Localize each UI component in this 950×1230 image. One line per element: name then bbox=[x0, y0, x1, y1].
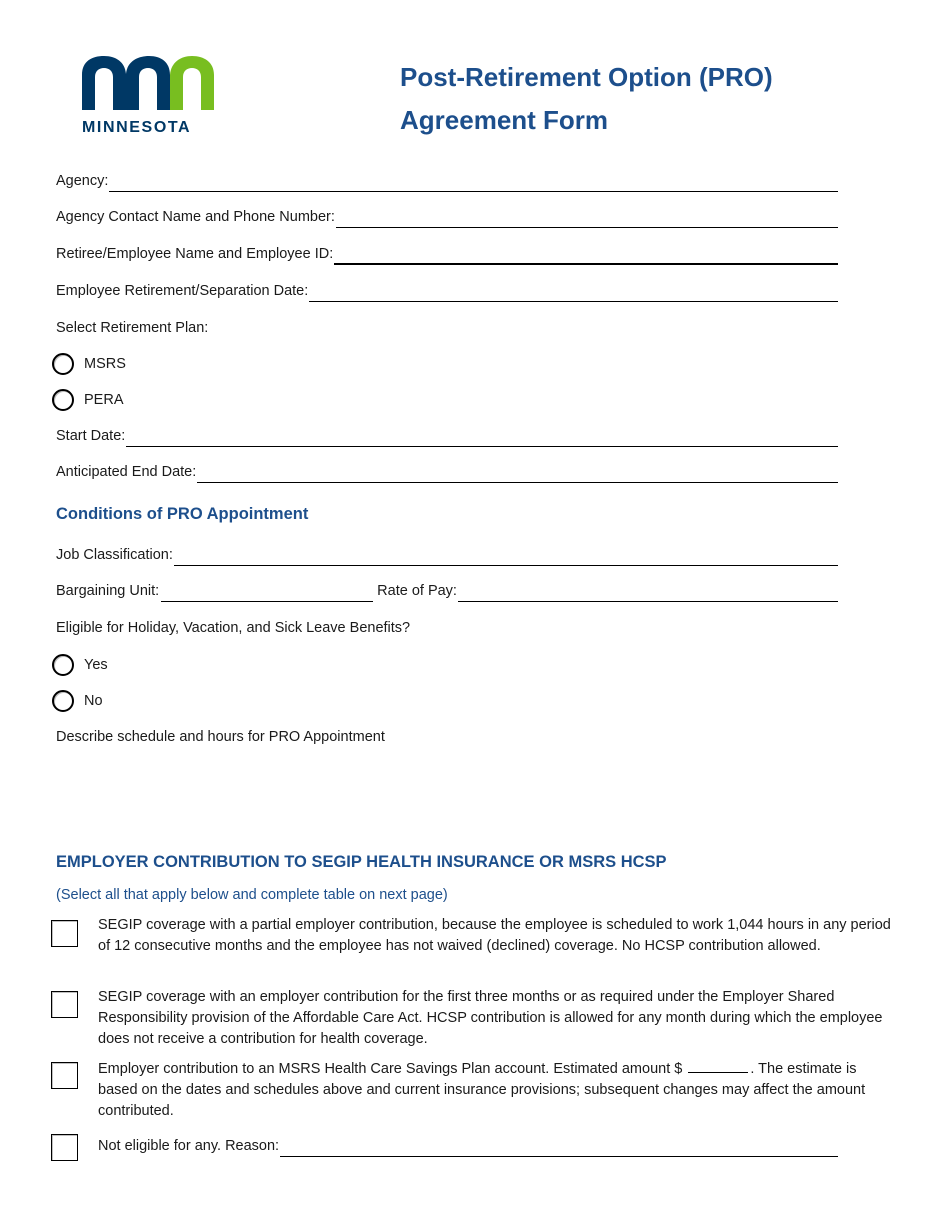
job-classification-field bbox=[56, 546, 838, 566]
logo-wordmark: MINNESOTA bbox=[82, 119, 192, 136]
eligible-no-label: No bbox=[84, 693, 103, 709]
not-eligible-reason-input-line[interactable] bbox=[280, 1140, 838, 1157]
pera-radio-label: PERA bbox=[84, 392, 124, 408]
start-date-input-line[interactable] bbox=[126, 430, 838, 447]
agency-input-line[interactable] bbox=[109, 175, 838, 192]
retirement-date-label: Employee Retirement/Separation Date: bbox=[56, 283, 309, 299]
bargaining-rate-field bbox=[56, 582, 838, 602]
schedule-prompt: Describe schedule and hours for PRO Appointment bbox=[56, 729, 385, 745]
title-line-1: Post-Retirement Option (PRO) bbox=[400, 62, 773, 92]
bargaining-unit-label: Bargaining Unit: bbox=[56, 583, 160, 599]
bargaining-unit-input-line[interactable] bbox=[161, 585, 373, 602]
retiree-name-input-line[interactable] bbox=[334, 247, 838, 265]
end-date-field bbox=[56, 463, 838, 483]
msrs-radio-label: MSRS bbox=[84, 356, 126, 372]
page-title bbox=[400, 56, 773, 142]
option-msrs-hcsp-text-before: Employer contribution to an MSRS Health Care Savings Plan account. Estimated amount $ bbox=[98, 1061, 687, 1077]
end-date-input-line[interactable] bbox=[197, 466, 838, 483]
retiree-name-field bbox=[56, 245, 838, 265]
msrs-radio[interactable] bbox=[52, 353, 74, 375]
agency-contact-input-line[interactable] bbox=[336, 211, 838, 228]
job-classification-input-line[interactable] bbox=[174, 549, 838, 566]
eligible-yes-radio[interactable] bbox=[52, 654, 74, 676]
pera-radio[interactable] bbox=[52, 389, 74, 411]
option-msrs-hcsp-checkbox[interactable] bbox=[51, 1062, 78, 1089]
employer-heading: EMPLOYER CONTRIBUTION TO SEGIP HEALTH INSURANCE OR MSRS HCSP bbox=[56, 853, 667, 871]
option-segip-first-three-months-text: SEGIP coverage with an employer contribution for the first three months or as required under the Employer Shared Responsibility provision of the Affordable Care Act. HCSP contribution is allowed for any month during which the employee does not receive a contribution for health coverage. bbox=[98, 989, 883, 1047]
conditions-heading: Conditions of PRO Appointment bbox=[56, 505, 309, 523]
option-segip-partial-checkbox[interactable] bbox=[51, 920, 78, 947]
start-date-field bbox=[56, 427, 838, 447]
option-msrs-hcsp-text-after: . The estimate is based on the dates and schedules above and current insurance provisions; subsequent changes may affect the amount contributed. bbox=[98, 1061, 866, 1119]
agency-field bbox=[56, 172, 838, 192]
not-eligible-reason-field bbox=[98, 1137, 838, 1157]
job-classification-label: Job Classification: bbox=[56, 547, 173, 563]
minnesota-logo-mark bbox=[82, 53, 217, 113]
end-date-label: Anticipated End Date: bbox=[56, 464, 197, 480]
retirement-date-field bbox=[56, 282, 838, 302]
not-eligible-label: Not eligible for any. Reason: bbox=[98, 1138, 280, 1154]
title-line-2: Agreement Form bbox=[400, 105, 609, 135]
rate-of-pay-label: Rate of Pay: bbox=[377, 583, 457, 599]
option-segip-partial-text: SEGIP coverage with a partial employer contribution, because the employee is scheduled to work 1,044 hours in any period of 12 consecutive months and the employee has not waived (declined) coverage. No HCSP contribution allowed. bbox=[98, 917, 891, 954]
select-plan-label: Select Retirement Plan: bbox=[56, 320, 209, 336]
rate-of-pay-input-line[interactable] bbox=[458, 585, 838, 602]
eligible-no-radio[interactable] bbox=[52, 690, 74, 712]
employer-subheading: (Select all that apply below and complete table on next page) bbox=[56, 887, 448, 903]
retiree-name-label: Retiree/Employee Name and Employee ID: bbox=[56, 246, 334, 262]
option-not-eligible-checkbox[interactable] bbox=[51, 1134, 78, 1161]
minnesota-logo bbox=[82, 53, 217, 138]
option-msrs-hcsp-text bbox=[98, 1058, 898, 1122]
start-date-label: Start Date: bbox=[56, 428, 126, 444]
agency-label: Agency: bbox=[56, 173, 109, 189]
eligible-question: Eligible for Holiday, Vacation, and Sick Leave Benefits? bbox=[56, 620, 411, 636]
estimated-amount-input-line[interactable] bbox=[688, 1058, 748, 1073]
option-segip-first-three-months-checkbox[interactable] bbox=[51, 991, 78, 1018]
agency-contact-label: Agency Contact Name and Phone Number: bbox=[56, 209, 335, 225]
retirement-date-input-line[interactable] bbox=[309, 285, 838, 302]
eligible-yes-label: Yes bbox=[84, 657, 108, 673]
agency-contact-field bbox=[56, 208, 838, 228]
